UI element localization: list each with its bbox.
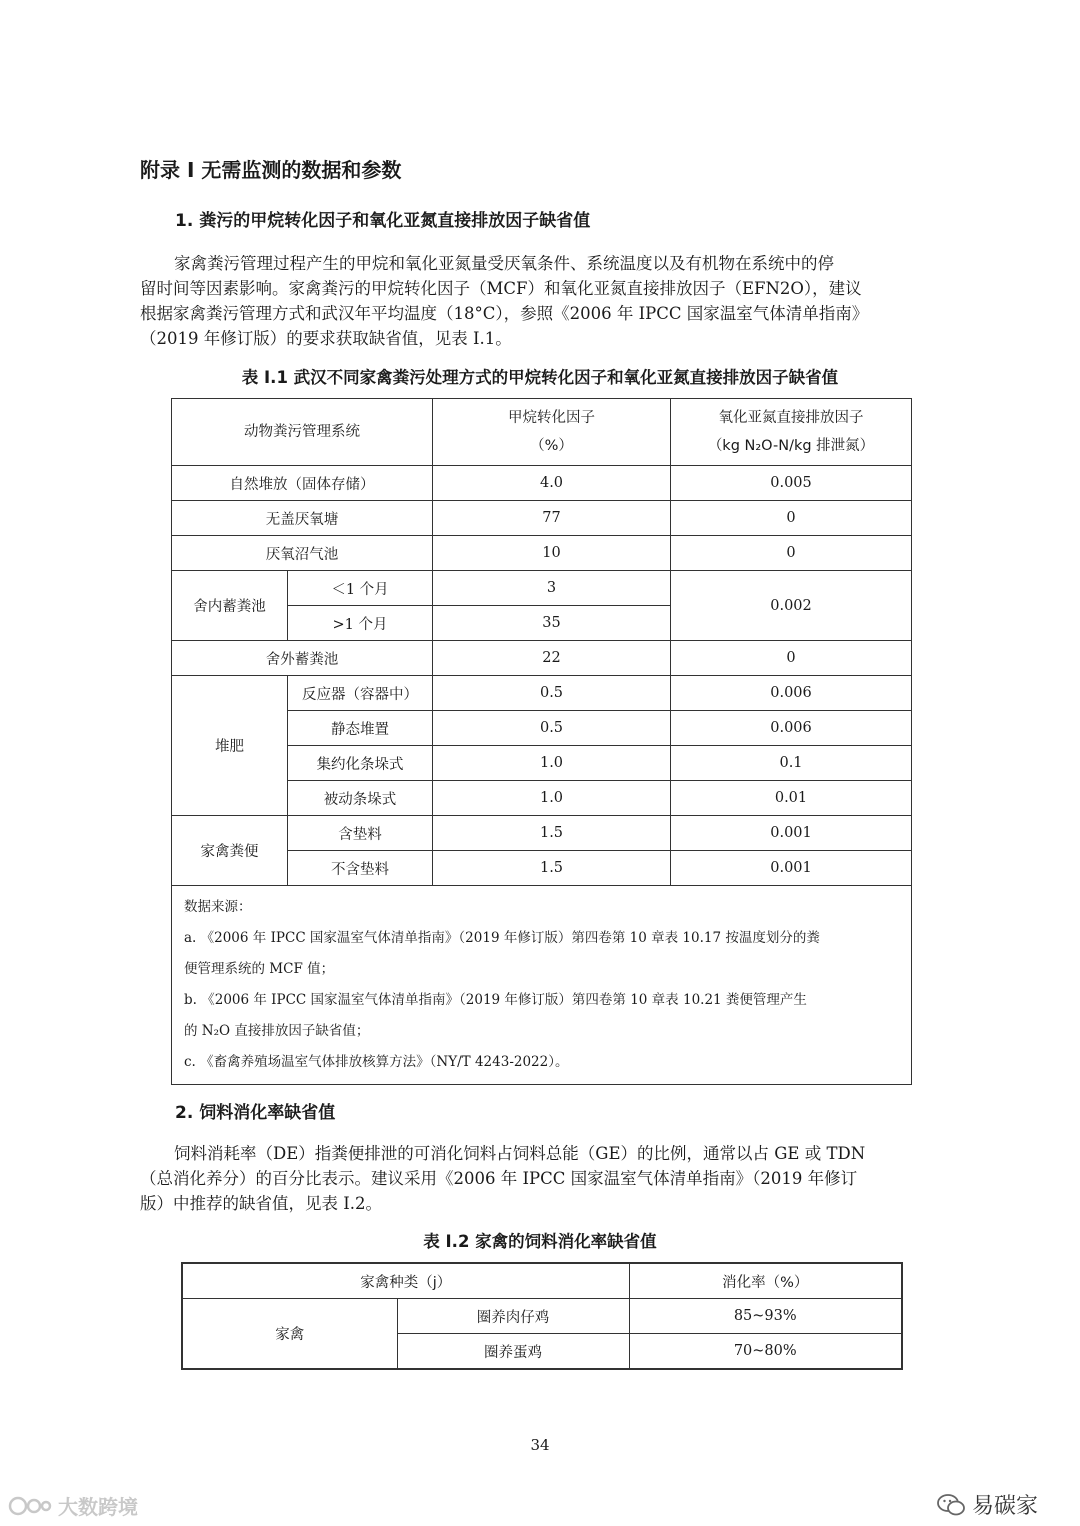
table-row bbox=[182, 1299, 902, 1334]
source-a-line1: a. 《2006 年 IPCC 国家温室气体清单指南》（2019 年修订版）第四卷第 10 章表 10.17 按温度划分的粪 bbox=[184, 930, 820, 946]
cell-mcf: 22 bbox=[433, 641, 671, 676]
table1-sources bbox=[172, 886, 912, 1085]
cell-subsystem: 含垫料 bbox=[288, 816, 433, 851]
cell-mcf: 1.5 bbox=[433, 851, 671, 886]
appendix-title: 附录 I 无需监测的数据和参数 bbox=[140, 158, 402, 182]
section1-line-3: 根据家禽粪污管理方式和武汉年平均温度（18°C），参照《2006 年 IPCC 国家温室气体清单指南》 bbox=[140, 304, 869, 323]
source-c: c. 《畜禽养殖场温室气体排放核算方法》（NY/T 4243-2022）。 bbox=[184, 1054, 569, 1070]
section2-line-1: 饲料消耗率（DE）指粪便排泄的可消化饲料占饲料总能（GE）的比例，通常以占 GE 或 TDN bbox=[174, 1144, 866, 1163]
watermark-right bbox=[936, 1489, 1038, 1520]
cell-mcf: 77 bbox=[433, 501, 671, 536]
cell-ef: 0.002 bbox=[671, 571, 912, 641]
cell-subsystem: ＜1 个月 bbox=[288, 571, 433, 606]
source-b-line1: b. 《2006 年 IPCC 国家温室气体清单指南》（2019 年修订版）第四卷第 10 章表 10.21 粪便管理产生 bbox=[184, 992, 807, 1008]
cell-subsystem: >1 个月 bbox=[288, 606, 433, 641]
table-row bbox=[172, 816, 912, 851]
brand-logo-icon bbox=[8, 1494, 52, 1518]
cell-mcf: 1.5 bbox=[433, 816, 671, 851]
cell-ef: 0.001 bbox=[671, 816, 912, 851]
section1-heading: 1. 粪污的甲烷转化因子和氧化亚氮直接排放因子缺省值 bbox=[175, 211, 591, 231]
section2-heading: 2. 饲料消化率缺省值 bbox=[175, 1103, 336, 1123]
cell-system: 无盖厌氧塘 bbox=[172, 501, 433, 536]
cell-mcf: 1.0 bbox=[433, 781, 671, 816]
table-row bbox=[172, 676, 912, 711]
cell-ef: 0.1 bbox=[671, 746, 912, 781]
cell-mcf: 0.5 bbox=[433, 676, 671, 711]
table-row bbox=[172, 536, 912, 571]
watermark-left bbox=[8, 1491, 138, 1520]
cell-mcf: 0.5 bbox=[433, 711, 671, 746]
cell-system: 舍外蓄粪池 bbox=[172, 641, 433, 676]
table-row bbox=[172, 466, 912, 501]
cell-system: 厌氧沼气池 bbox=[172, 536, 433, 571]
cell-mcf: 10 bbox=[433, 536, 671, 571]
table-row bbox=[172, 641, 912, 676]
cell-subsystem: 不含垫料 bbox=[288, 851, 433, 886]
cell-ef: 0.01 bbox=[671, 781, 912, 816]
header-mcf-unit: （%） bbox=[530, 438, 573, 454]
section2-line-3: 版）中推荐的缺省值，见表 I.2。 bbox=[140, 1194, 383, 1213]
header-ef bbox=[671, 399, 912, 466]
header-mcf-line1: 甲烷转化因子 bbox=[508, 410, 595, 426]
page-number: 34 bbox=[530, 1436, 550, 1454]
cell-ef: 0.006 bbox=[671, 711, 912, 746]
section2-paragraph bbox=[140, 1141, 944, 1216]
cell-subsystem: 静态堆置 bbox=[288, 711, 433, 746]
cell-ef: 0 bbox=[671, 501, 912, 536]
header-ef-line1: 氧化亚氮直接排放因子 bbox=[718, 410, 864, 426]
section1-line-1: 家禽粪污管理过程产生的甲烷和氧化亚氮量受厌氧条件、系统温度以及有机物在系统中的停 bbox=[174, 254, 834, 273]
source-b-line2: 的 N₂O 直接排放因子缺省值； bbox=[184, 1023, 370, 1039]
cell-rate: 85~93% bbox=[629, 1299, 902, 1334]
cell-ef: 0.001 bbox=[671, 851, 912, 886]
source-a-line2: 便管理系统的 MCF 值； bbox=[184, 961, 335, 977]
header-mcf bbox=[433, 399, 671, 466]
header-ef-unit: （kg N₂O-N/kg 排泄氮） bbox=[707, 438, 875, 454]
table1 bbox=[171, 398, 912, 1085]
cell-mcf: 1.0 bbox=[433, 746, 671, 781]
section1-line-4: （2019 年修订版）的要求获取缺省值，见表 I.1。 bbox=[140, 329, 512, 348]
cell-subsystem: 被动条垛式 bbox=[288, 781, 433, 816]
sources-label: 数据来源： bbox=[184, 899, 252, 915]
wechat-icon bbox=[936, 1492, 966, 1518]
cell-species: 圈养蛋鸡 bbox=[397, 1334, 629, 1370]
cell-subsystem: 集约化条垛式 bbox=[288, 746, 433, 781]
cell-group-pit: 舍内蓄粪池 bbox=[172, 571, 288, 641]
table2 bbox=[181, 1262, 903, 1370]
section1-line-2: 留时间等因素影响。家禽粪污的甲烷转化因子（MCF）和氧化亚氮直接排放因子（EFN2O），建议 bbox=[140, 279, 862, 298]
header-rate: 消化率（%） bbox=[629, 1263, 902, 1299]
cell-system: 自然堆放（固体存储） bbox=[172, 466, 433, 501]
cell-ef: 0.005 bbox=[671, 466, 912, 501]
header-system: 动物粪污管理系统 bbox=[172, 399, 433, 466]
cell-rate: 70~80% bbox=[629, 1334, 902, 1370]
cell-mcf: 3 bbox=[433, 571, 671, 606]
table-row bbox=[172, 501, 912, 536]
cell-mcf: 4.0 bbox=[433, 466, 671, 501]
watermark-left-text: 大数跨境 bbox=[58, 1495, 138, 1519]
cell-group: 家禽 bbox=[182, 1299, 397, 1370]
cell-ef: 0.006 bbox=[671, 676, 912, 711]
watermark-right-text: 易碳家 bbox=[972, 1494, 1039, 1519]
cell-ef: 0 bbox=[671, 536, 912, 571]
table2-caption: 表 I.2 家禽的饲料消化率缺省值 bbox=[423, 1232, 657, 1251]
header-species: 家禽种类（j） bbox=[182, 1263, 629, 1299]
table-row bbox=[172, 571, 912, 606]
cell-subsystem: 反应器（容器中） bbox=[288, 676, 433, 711]
cell-group-compost: 堆肥 bbox=[172, 676, 288, 816]
section1-paragraph bbox=[140, 251, 944, 351]
cell-group-manure: 家禽粪便 bbox=[172, 816, 288, 886]
cell-ef: 0 bbox=[671, 641, 912, 676]
cell-species: 圈养肉仔鸡 bbox=[397, 1299, 629, 1334]
cell-mcf: 35 bbox=[433, 606, 671, 641]
section2-line-2: （总消化养分）的百分比表示。建议采用《2006 年 IPCC 国家温室气体清单指南》（2019 年修订 bbox=[140, 1169, 858, 1188]
table1-caption: 表 I.1 武汉不同家禽粪污处理方式的甲烷转化因子和氧化亚氮直接排放因子缺省值 bbox=[241, 368, 839, 387]
